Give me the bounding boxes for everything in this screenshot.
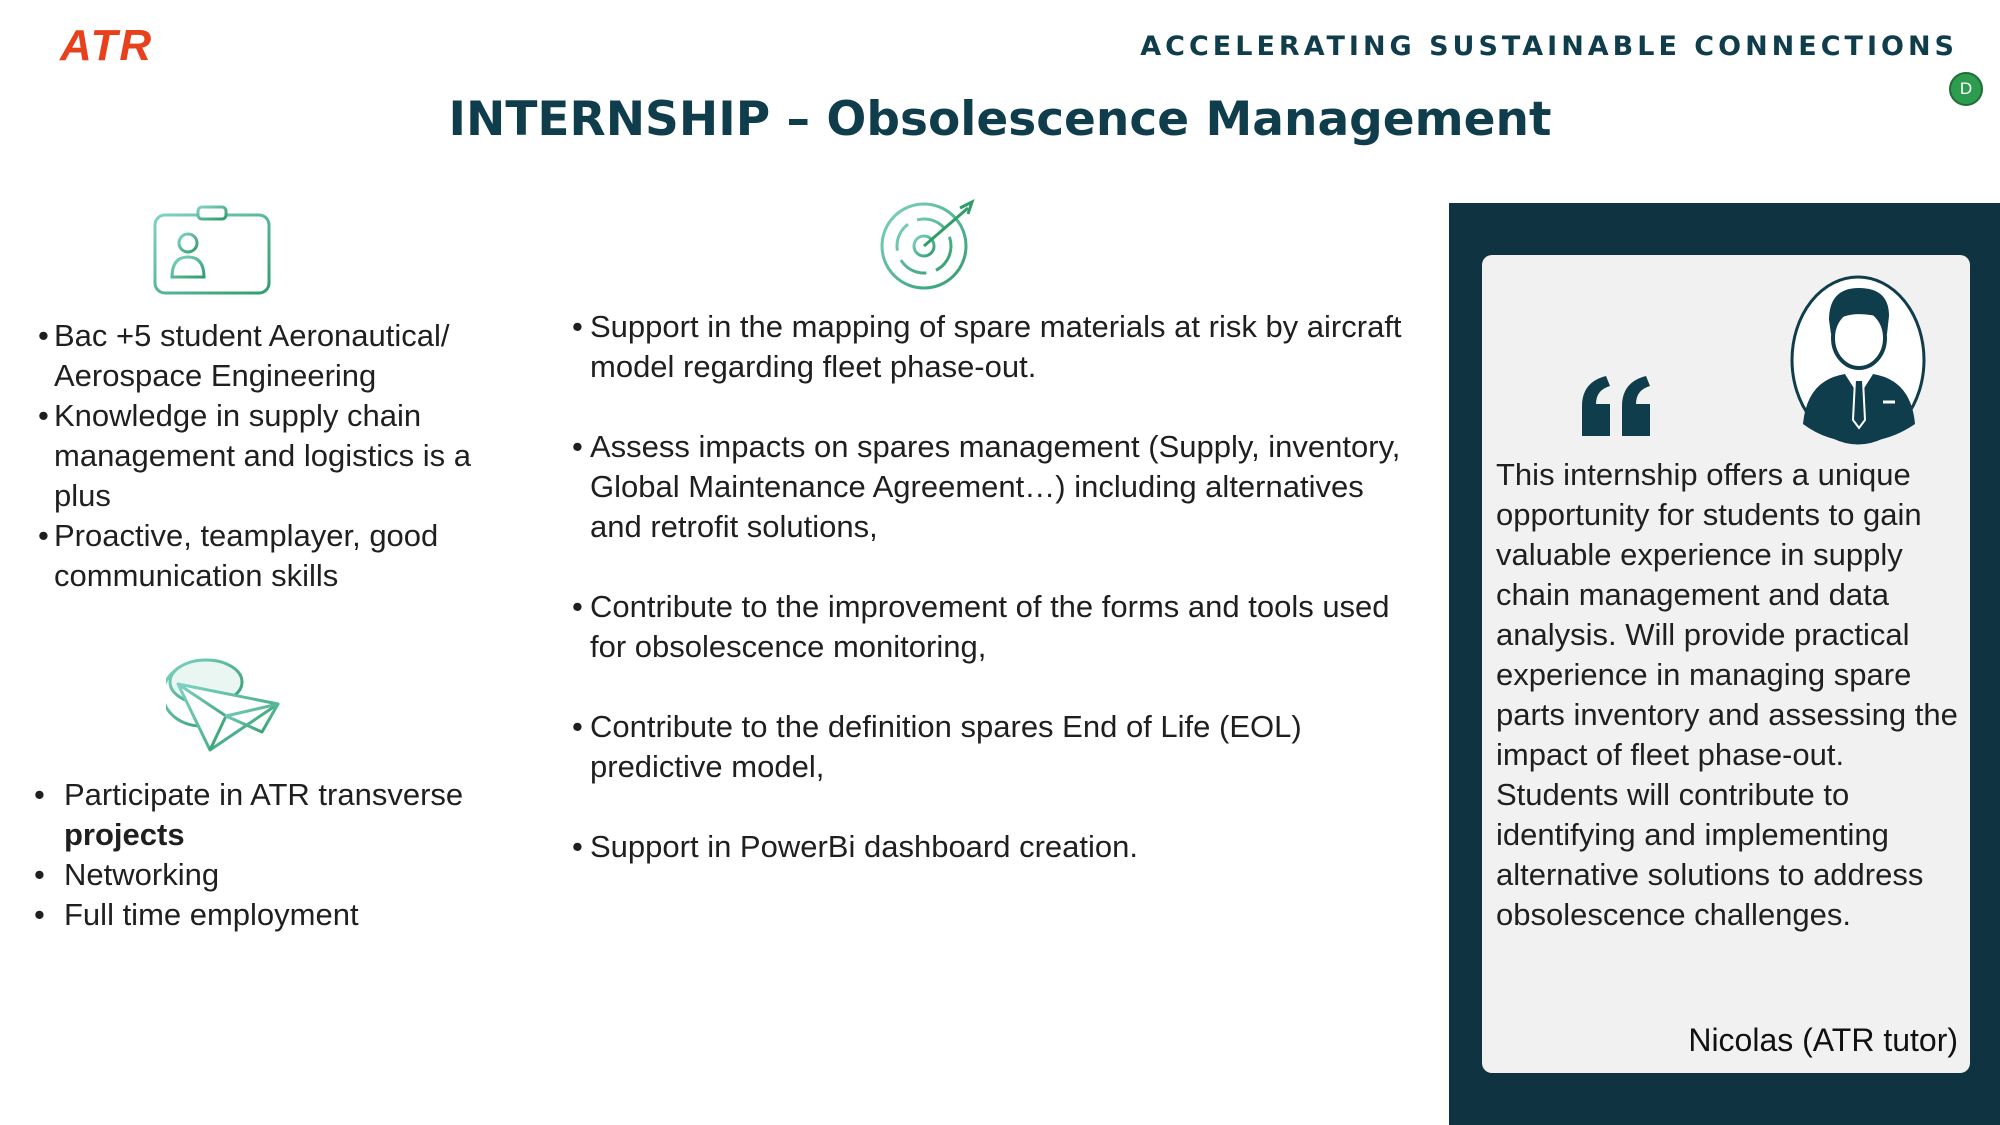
list-item: • Networking [34, 855, 514, 895]
list-item: • Proactive, teamplayer, good communication skills [38, 516, 508, 596]
benefit-text: Participate in ATR transverse [64, 777, 464, 812]
list-item: • Contribute to the definition spares End of Life (EOL) predictive model, [572, 707, 1402, 787]
target-icon [876, 198, 980, 292]
list-item: • Knowledge in supply chain management and logistics is a plus [38, 396, 508, 516]
list-item [34, 775, 514, 855]
missions-list [572, 307, 1402, 907]
list-item: • Bac +5 student Aeronautical/ Aerospace Engineering [38, 316, 508, 396]
list-item: • Contribute to the improvement of the forms and tools used for obsolescence monitoring, [572, 587, 1402, 667]
user-badge[interactable]: D [1949, 72, 1983, 106]
businessman-avatar-icon [1789, 274, 1927, 446]
list-item: • Full time employment [34, 895, 514, 935]
benefit-bold: projects [64, 817, 185, 852]
id-badge-icon [152, 205, 274, 297]
page-title: INTERNSHIP – Obsolescence Management [448, 92, 1552, 147]
list-item: • Support in the mapping of spare materials at risk by aircraft model regarding fleet phase-out. [572, 307, 1402, 387]
testimonial-author: Nicolas (ATR tutor) [1688, 1022, 1958, 1058]
profile-list [38, 316, 508, 596]
testimonial-text: This internship offers a unique opportunity for students to gain valuable experience in supply chain management and data analysis. Will provide practical experience in managing spare parts inventory and assessing the impact of fleet phase-out. Students will contribute to identifying and implementing alternative solutions to address obsolescence challenges. [1496, 457, 1958, 932]
paper-plane-icon [166, 658, 282, 754]
tagline: ACCELERATING SUSTAINABLE CONNECTIONS [1140, 31, 1958, 62]
list-item: • Assess impacts on spares management (Supply, inventory, Global Maintenance Agreement…) including alternatives and retrofit solutions, [572, 427, 1402, 547]
atr-logo [56, 22, 256, 66]
quote-mark-icon [1580, 376, 1654, 438]
benefits-list [34, 775, 514, 935]
svg-text:ATR: ATR [60, 22, 154, 66]
list-item: • Support in PowerBi dashboard creation. [572, 827, 1402, 867]
